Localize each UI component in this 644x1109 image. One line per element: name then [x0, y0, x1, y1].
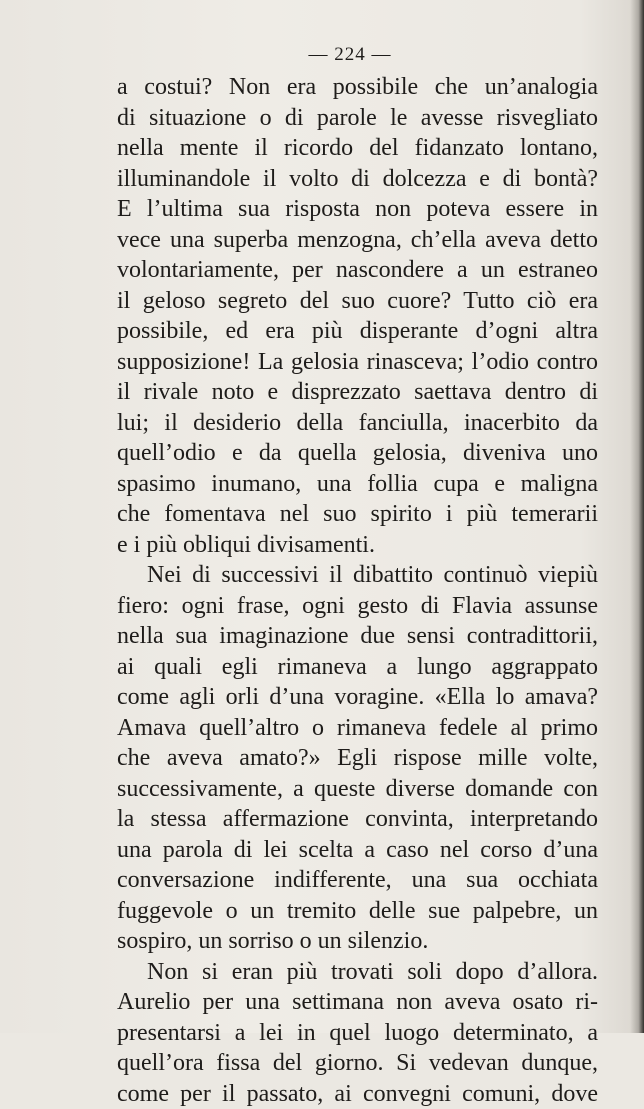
text-line: supposizione! La gelosia rinasceva; l’odio contro	[117, 347, 598, 378]
text-line: spasimo inumano, una follia cupa e maligna	[117, 469, 598, 500]
text-line: presentarsi a lei in quel luogo determinato, a	[117, 1018, 598, 1049]
text-line: che fomentava nel suo spirito i più temerarii	[117, 499, 598, 530]
text-line: possibile, ed era più disperante d’ogni altra	[117, 316, 598, 347]
text-line: fuggevole o un tremito delle sue palpebre, un	[117, 896, 598, 927]
text-line: illuminandole il volto di dolcezza e di bontà?	[117, 164, 598, 195]
text-line: la stessa affermazione convinta, interpretando	[117, 804, 598, 835]
text-line: conversazione indifferente, una sua occhiata	[117, 865, 598, 896]
text-line: quell’ora fissa del giorno. Si vedevan dunque,	[117, 1048, 598, 1079]
text-line: Non si eran più trovati soli dopo d’allora.	[117, 957, 598, 988]
text-line: sospiro, un sorriso o un silenzio.	[117, 926, 598, 957]
text-line: ai quali egli rimaneva a lungo aggrappato	[117, 652, 598, 683]
text-line: e i più obliqui divisamenti.	[117, 530, 598, 561]
text-line: come per il passato, ai convegni comuni, dove	[117, 1079, 598, 1109]
text-line: di situazione o di parole le avesse risvegliato	[117, 103, 598, 134]
text-line: una parola di lei scelta a caso nel corso d’una	[117, 835, 598, 866]
text-line: che aveva amato?» Egli rispose mille volte,	[117, 743, 598, 774]
text-line: come agli orli d’una voragine. «Ella lo amava?	[117, 682, 598, 713]
text-line: successivamente, a queste diverse domande con	[117, 774, 598, 805]
text-line: nella mente il ricordo del fidanzato lontano,	[117, 133, 598, 164]
body-text	[117, 72, 598, 1109]
text-line: E l’ultima sua risposta non poteva essere in	[117, 194, 598, 225]
text-line: nella sua imaginazione due sensi contradittorii,	[117, 621, 598, 652]
text-line: il geloso segreto del suo cuore? Tutto ciò era	[117, 286, 598, 317]
text-line: lui; il desiderio della fanciulla, inacerbito da	[117, 408, 598, 439]
text-line: il rivale noto e disprezzato saettava dentro di	[117, 377, 598, 408]
text-line: vece una superba menzogna, ch’ella aveva detto	[117, 225, 598, 256]
text-line: Nei di successivi il dibattito continuò viepiù	[117, 560, 598, 591]
text-line: a costui? Non era possibile che un’analogia	[117, 72, 598, 103]
text-line: quell’odio e da quella gelosia, diveniva uno	[117, 438, 598, 469]
text-line: Amava quell’altro o rimaneva fedele al primo	[117, 713, 598, 744]
binding-shadow	[630, 0, 644, 1033]
page-number: — 224 —	[0, 44, 644, 66]
text-line: Aurelio per una settimana non aveva osato ri-	[117, 987, 598, 1018]
text-line: volontariamente, per nascondere a un estraneo	[117, 255, 598, 286]
text-line: fiero: ogni frase, ogni gesto di Flavia assunse	[117, 591, 598, 622]
